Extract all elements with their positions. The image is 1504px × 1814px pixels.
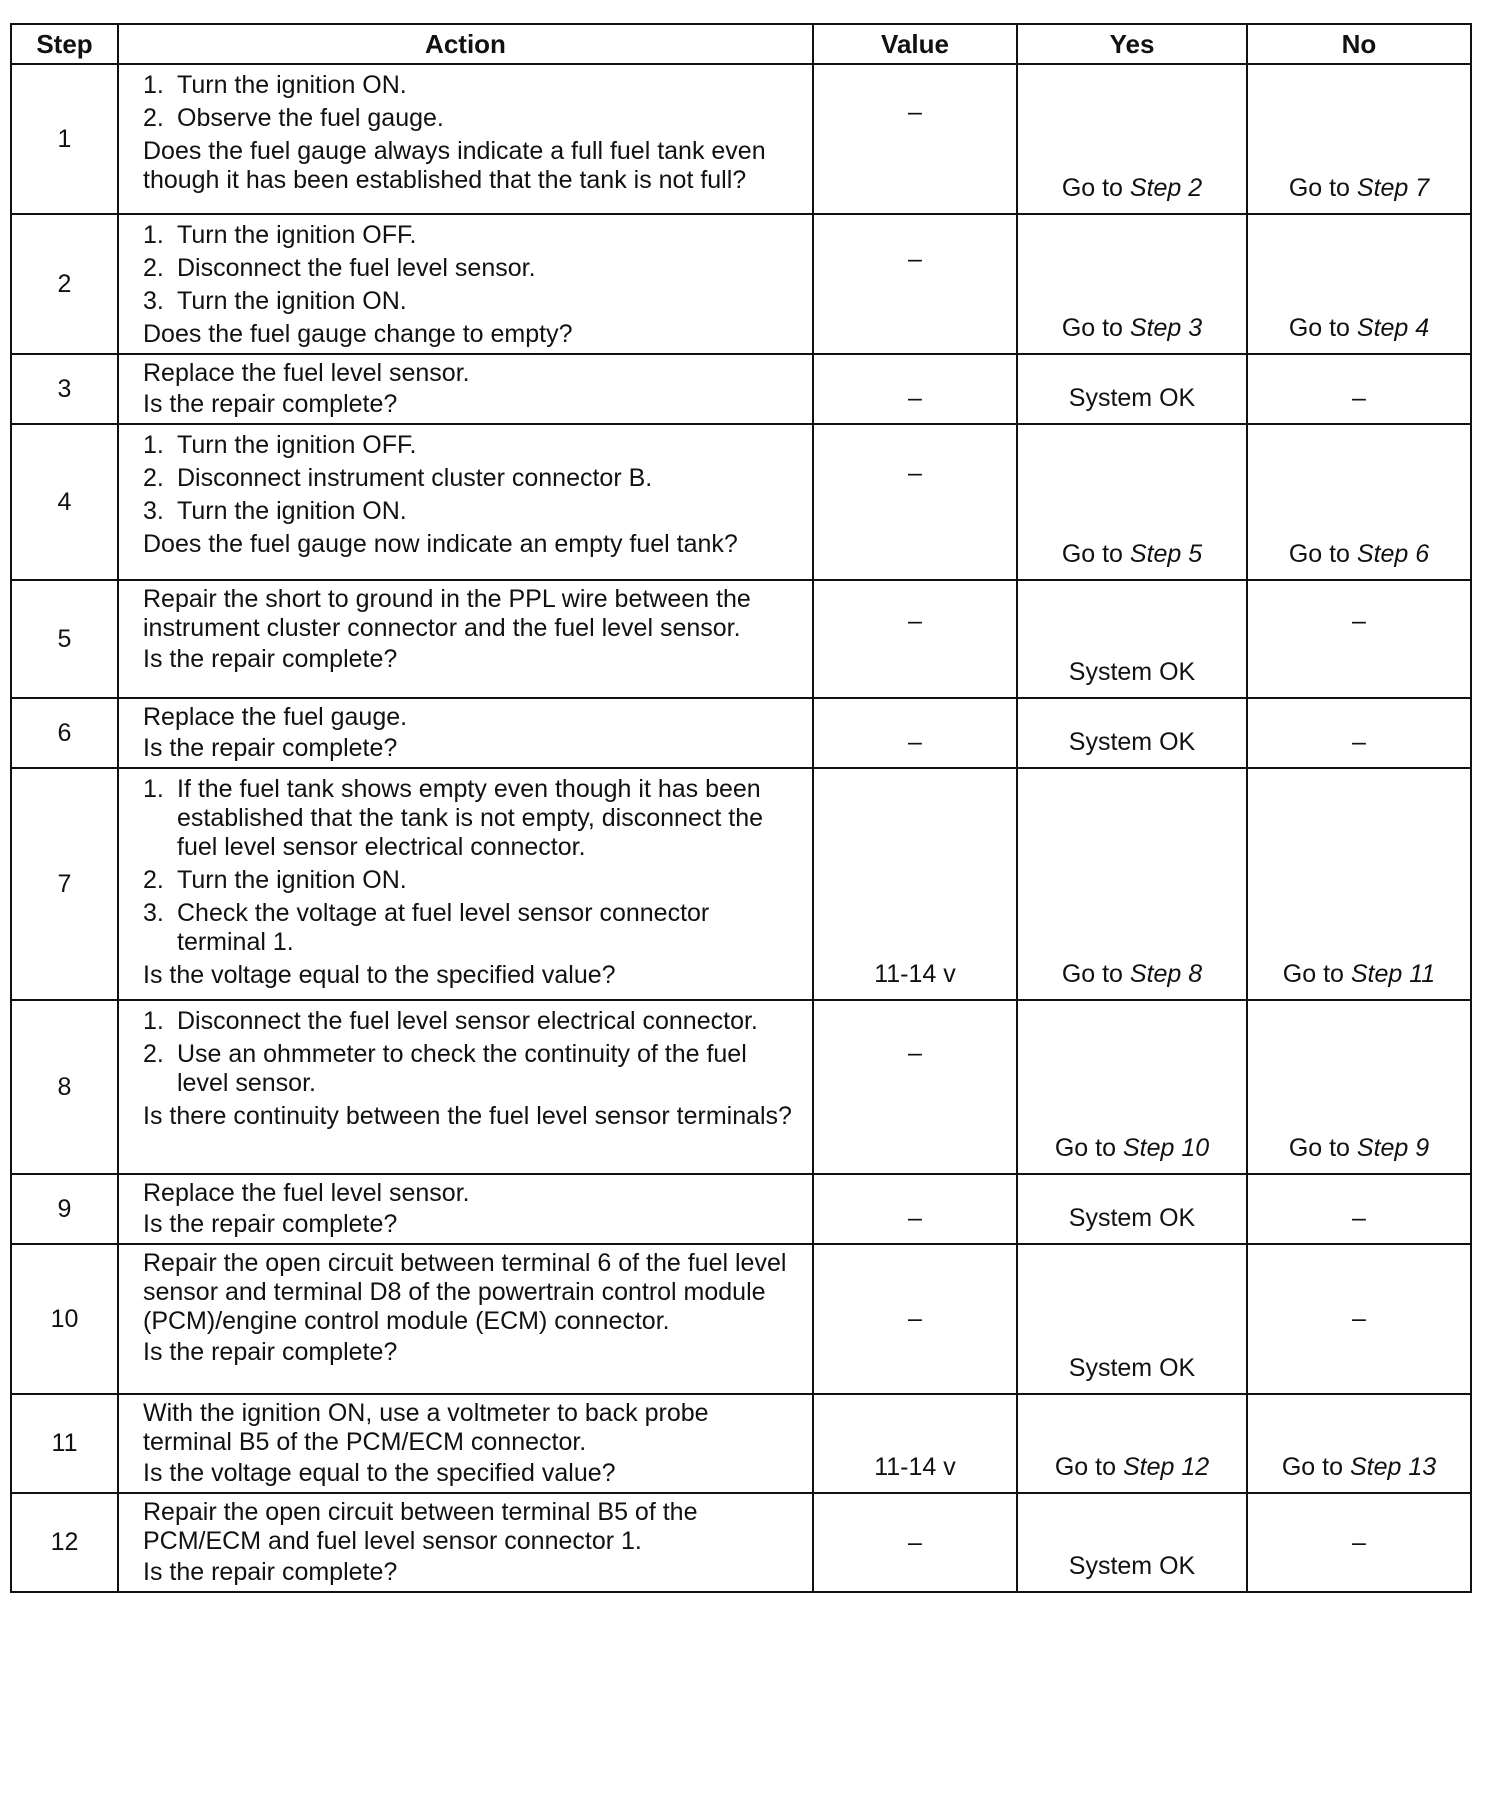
no-cell [1247,768,1471,1000]
action-step-text: Turn the ignition ON. [177,287,407,315]
value-cell [813,1000,1017,1174]
table-row [11,768,1471,1000]
action-question: Is the repair complete? [143,390,398,418]
action-step-number: 2. [143,254,164,282]
yes-step-ref: Step 8 [1129,960,1203,988]
yes-result [1018,384,1246,413]
no-cell [1247,1493,1471,1592]
action-step-text: Use an ohmmeter to check the continuity of the fuel level sensor. [177,1040,747,1097]
table-row [11,64,1471,214]
yes-step-ref: Step 10 [1122,1134,1210,1162]
no-cell [1247,1174,1471,1244]
no-result [1248,1204,1470,1233]
yes-result [1018,1552,1246,1581]
action-cell [118,1174,813,1244]
step-number: 2 [11,214,118,354]
no-cell [1247,1244,1471,1394]
action-question: Is there continuity between the fuel level sensor terminals? [143,1102,792,1130]
value-cell [813,1244,1017,1394]
header-row [11,24,1471,64]
no-result [1248,960,1470,989]
yes-prefix: System OK [1068,728,1196,756]
action-step-number: 1. [143,221,164,249]
no-cell [1247,580,1471,698]
step-number: 8 [11,1000,118,1174]
no-cell [1247,1394,1471,1493]
value-text: 11-14 v [874,1453,956,1481]
action-step [143,464,800,493]
action-step-number: 1. [143,431,164,459]
header-value: Value [813,24,1017,64]
value-text: – [908,606,922,635]
value-cell [813,768,1017,1000]
action-question: Does the fuel gauge always indicate a full fuel tank even though it has been established that the tank is not full? [143,137,766,194]
action-lead: Repair the short to ground in the PPL wire between the instrument cluster connector and the fuel level sensor. [143,585,751,642]
table-row [11,1394,1471,1493]
action-lead: Replace the fuel gauge. [143,703,408,731]
value-text: 11-14 v [874,960,956,988]
yes-step-ref: Step 3 [1129,314,1203,342]
no-result [1248,540,1470,569]
no-cell [1247,1000,1471,1174]
action-cell [118,424,813,580]
action-lead: Replace the fuel level sensor. [143,1179,470,1207]
value-text: – [908,1304,922,1333]
action-step-number: 2. [143,866,164,894]
table-row [11,1493,1471,1592]
step-number: 4 [11,424,118,580]
header-yes: Yes [1017,24,1247,64]
yes-prefix: Go to [1054,1453,1123,1481]
step-number: 3 [11,354,118,424]
action-step-text: Turn the ignition ON. [177,866,407,894]
action-question: Does the fuel gauge now indicate an empty fuel tank? [143,530,738,558]
no-prefix: – [1352,384,1366,412]
action-step-text: Turn the ignition OFF. [177,221,417,249]
action-cell [118,354,813,424]
no-result [1248,607,1470,636]
action-step-number: 2. [143,104,164,132]
action-question: Is the voltage equal to the specified value? [143,961,616,989]
table-body [11,64,1471,1592]
yes-prefix: System OK [1068,1552,1196,1580]
action-lead: Repair the open circuit between terminal B5 of the PCM/ECM and fuel level sensor connector 1. [143,1498,698,1555]
yes-result [1018,540,1246,569]
action-cell [118,214,813,354]
action-cell [118,1000,813,1174]
table-row [11,1174,1471,1244]
no-result [1248,384,1470,413]
action-step [143,497,800,526]
action-step-number: 3. [143,899,164,927]
yes-cell [1017,1493,1247,1592]
value-text: – [908,728,922,756]
yes-cell [1017,1000,1247,1174]
yes-cell [1017,424,1247,580]
yes-result [1018,1354,1246,1383]
value-cell [813,698,1017,768]
no-result [1248,1305,1470,1334]
value-cell [813,214,1017,354]
yes-cell [1017,354,1247,424]
step-number: 6 [11,698,118,768]
no-prefix: Go to [1288,174,1357,202]
no-prefix: – [1352,1528,1366,1556]
no-step-ref: Step 4 [1356,314,1430,342]
value-text: – [908,1038,922,1067]
action-lead: With the ignition ON, use a voltmeter to back probe terminal B5 of the PCM/ECM connector. [143,1399,709,1456]
yes-step-ref: Step 5 [1129,540,1203,568]
action-step-text: Observe the fuel gauge. [177,104,444,132]
yes-prefix: System OK [1068,1204,1196,1232]
table-row [11,580,1471,698]
action-step-number: 1. [143,71,164,99]
no-result [1248,1453,1470,1482]
no-prefix: – [1352,1204,1366,1232]
table-row [11,214,1471,354]
action-step [143,71,800,100]
no-step-ref: Step 13 [1349,1453,1437,1481]
step-number: 5 [11,580,118,698]
value-cell [813,64,1017,214]
yes-cell [1017,214,1247,354]
action-question: Is the repair complete? [143,1338,398,1366]
value-text: – [908,245,922,274]
no-step-ref: Step 11 [1350,960,1436,988]
action-step [143,775,800,862]
action-step [143,866,800,895]
yes-result [1018,658,1246,687]
yes-cell [1017,698,1247,768]
no-step-ref: Step 7 [1356,174,1430,202]
no-prefix: Go to [1281,1453,1350,1481]
step-number: 9 [11,1174,118,1244]
action-question: Is the repair complete? [143,645,398,673]
table-row [11,1244,1471,1394]
yes-result [1018,1134,1246,1163]
action-step-text: Turn the ignition ON. [177,71,407,99]
value-text: – [908,1528,922,1556]
value-cell [813,580,1017,698]
action-step-text: Check the voltage at fuel level sensor connector terminal 1. [177,899,710,956]
action-cell [118,1394,813,1493]
no-cell [1247,424,1471,580]
action-step-number: 2. [143,464,164,492]
yes-result [1018,960,1246,989]
action-question: Is the repair complete? [143,734,398,762]
action-lead: Repair the open circuit between terminal 6 of the fuel level sensor and terminal D8 of the powertrain control module (PCM)/engine control module (ECM) connector. [143,1249,787,1335]
yes-cell [1017,768,1247,1000]
diagnostic-table [10,23,1472,1593]
header-no: No [1247,24,1471,64]
step-number: 11 [11,1394,118,1493]
action-step [143,221,800,250]
action-step [143,287,800,316]
no-cell [1247,214,1471,354]
yes-prefix: System OK [1068,1354,1196,1382]
no-result [1248,1528,1470,1557]
yes-result [1018,728,1246,757]
no-prefix: Go to [1288,540,1357,568]
yes-result [1018,314,1246,343]
action-step-number: 1. [143,1007,164,1035]
value-text: – [908,1204,922,1232]
action-step-text: If the fuel tank shows empty even though it has been established that the tank is not empty, disconnect the fuel level sensor electrical connector. [177,775,763,861]
yes-cell [1017,1244,1247,1394]
action-cell [118,64,813,214]
action-step-text: Disconnect the fuel level sensor. [177,254,536,282]
no-result [1248,174,1470,203]
yes-prefix: Go to [1061,174,1130,202]
table-row [11,1000,1471,1174]
header-step: Step [11,24,118,64]
yes-cell [1017,64,1247,214]
yes-result [1018,1453,1246,1482]
action-step-number: 2. [143,1040,164,1068]
action-step-text: Turn the ignition ON. [177,497,407,525]
no-prefix: Go to [1288,314,1357,342]
header-action: Action [118,24,813,64]
action-question: Is the repair complete? [143,1210,398,1238]
step-number: 12 [11,1493,118,1592]
yes-step-ref: Step 2 [1129,174,1203,202]
value-cell [813,1394,1017,1493]
yes-result [1018,1204,1246,1233]
action-cell [118,1244,813,1394]
action-lead: Replace the fuel level sensor. [143,359,470,387]
no-prefix: – [1352,606,1366,635]
action-step [143,104,800,133]
no-cell [1247,698,1471,768]
yes-cell [1017,1174,1247,1244]
action-cell [118,698,813,768]
action-cell [118,580,813,698]
table-row [11,424,1471,580]
yes-prefix: Go to [1061,960,1130,988]
action-cell [118,1493,813,1592]
action-step-text: Disconnect the fuel level sensor electrical connector. [177,1007,758,1035]
action-step [143,1007,800,1036]
step-number: 7 [11,768,118,1000]
yes-prefix: System OK [1068,658,1196,686]
table-row [11,698,1471,768]
action-step [143,431,800,460]
yes-cell [1017,580,1247,698]
value-cell [813,424,1017,580]
step-number: 1 [11,64,118,214]
value-cell [813,1174,1017,1244]
no-result [1248,1134,1470,1163]
no-step-ref: Step 6 [1356,540,1430,568]
yes-prefix: Go to [1061,314,1130,342]
diagnostic-table-container [10,23,1472,1593]
no-cell [1247,64,1471,214]
yes-prefix: Go to [1054,1134,1123,1162]
action-step [143,1040,800,1098]
action-step-number: 3. [143,287,164,315]
no-cell [1247,354,1471,424]
value-cell [813,354,1017,424]
action-step [143,899,800,957]
action-cell [118,768,813,1000]
value-text: – [908,97,922,126]
yes-prefix: System OK [1068,384,1196,412]
no-step-ref: Step 9 [1356,1134,1430,1162]
no-prefix: – [1352,728,1366,756]
action-step [143,254,800,283]
yes-prefix: Go to [1061,540,1130,568]
yes-cell [1017,1394,1247,1493]
table-row [11,354,1471,424]
action-question: Is the voltage equal to the specified value? [143,1459,616,1487]
yes-result [1018,174,1246,203]
value-text: – [908,384,922,412]
action-step-text: Turn the ignition OFF. [177,431,417,459]
action-step-number: 1. [143,775,164,803]
no-result [1248,314,1470,343]
step-number: 10 [11,1244,118,1394]
no-prefix: Go to [1288,1134,1357,1162]
action-question: Does the fuel gauge change to empty? [143,320,573,348]
action-step-number: 3. [143,497,164,525]
no-prefix: – [1352,1304,1366,1333]
no-prefix: Go to [1282,960,1351,988]
value-cell [813,1493,1017,1592]
yes-step-ref: Step 12 [1122,1453,1210,1481]
action-step-text: Disconnect instrument cluster connector B. [177,464,653,492]
action-question: Is the repair complete? [143,1558,398,1586]
no-result [1248,728,1470,757]
value-text: – [908,458,922,487]
